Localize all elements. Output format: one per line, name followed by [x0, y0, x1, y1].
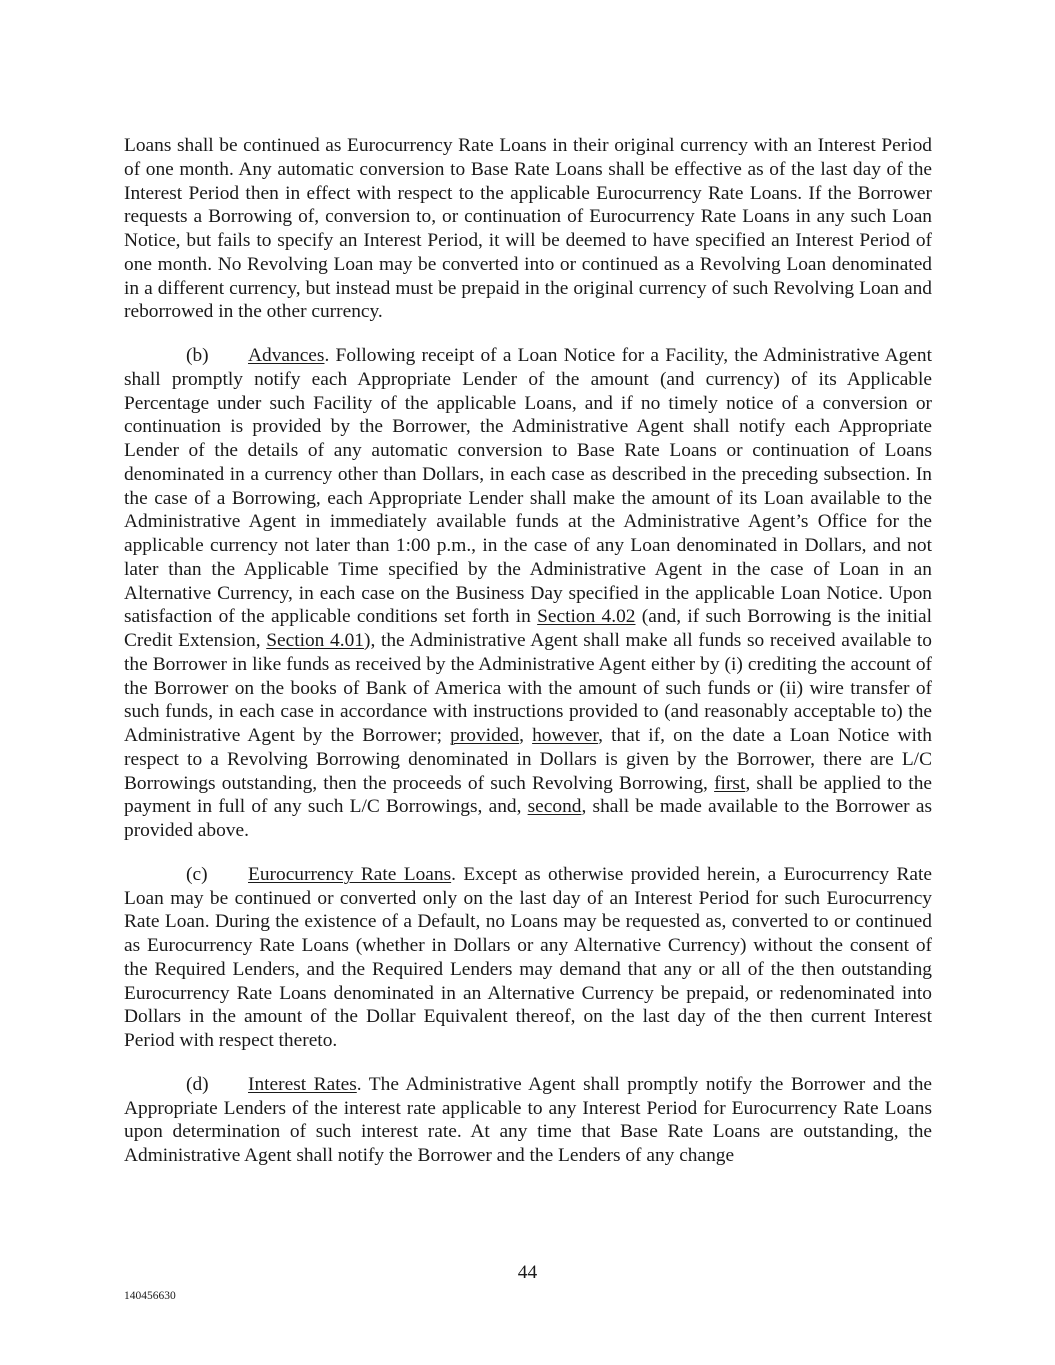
section-d-heading: Interest Rates [248, 1073, 357, 1095]
section-c-label: (c) [186, 863, 208, 885]
page-number: 44 [517, 1262, 538, 1283]
document-id: 140456630 [124, 1290, 176, 1302]
section-d-text: . The Administrative Agent shall promptly notify the Borrower and the Appropriate Lenders of the interest rate applicable to any Interest Period for Eurocurrency Rate Loans upon determination of such interest rate. At any time that Base Rate Loans are outstanding, the Administrative Agent shall notify the Borrower and the Lenders of any change [124, 1073, 932, 1166]
intro-paragraph: Loans shall be continued as Eurocurrency Rate Loans in their original currency with an Interest Period of one month. Any automatic conversion to Base Rate Loans shall be effective as of the last day of the Interest Period then in effect with respect to the applicable Eurocurrency Rate Loans. If the Borrower requests a Borrowing of, conversion to, or continuation of Eurocurrency Rate Loans in any such Loan Notice, but fails to specify an Interest Period, it will be deemed to have specified an Interest Period of one month. No Revolving Loan may be converted into or continued as a Revolving Loan denominated in a different currency, but instead must be prepaid in the original currency of such Revolving Loan and reborrowed in the other currency. [124, 135, 932, 323]
section-b-heading: Advances [248, 345, 325, 366]
section-b-text: . Following receipt of a Loan Notice for a Facility, the Administrative Agent shall promptly notify each Appropriate Lender of the amount (and currency) of its Applicable Percentage under such Facility of the applicable Loans, and if no timely notice of a conversion or continuation is provided by the Borrower, the Administrative Agent shall notify each Appropriate Lender of the details of any automatic conversion to Base Rate Loans or continuation of Loans denominated in a currency other than Dollars, in each case as described in the preceding subsection. In the case of a Borrowing, each Appropriate Lender shall make the amount of its Loan available to the Administrative Agent in immediately available funds at the Administrative Agent’s Office for the applicable currency not later than 1:00 p.m., in the case of any Loan denominated in Dollars, and not later than the Applicable Time specified by the Administrative Agent in the case of Loan in an Alternative Currency, in each case on the Business Day specified in the applicable Loan Notice. Upon satisfaction of the applicable conditions set forth in [124, 345, 932, 628]
section-4-01-reference: Section 4.01 [266, 630, 364, 651]
section-4-02-reference: Section 4.02 [537, 606, 636, 628]
section-d-label: (d) [186, 1073, 209, 1095]
section-b-text: , [519, 725, 533, 746]
section-c-paragraph [124, 863, 932, 1053]
section-b-text: , shall be made available to the Borrower as provided above. [124, 796, 932, 841]
section-b-label: (b) [186, 345, 209, 366]
first-term: first [714, 772, 746, 794]
section-b-paragraph [124, 344, 932, 843]
section-b-text: ), the Administrative Agent shall make all funds so received available to the Borrower in like funds as received by the Administrative Agent either by (i) crediting the account of the Borrower on the books of Bank of America with the amount of such funds or (ii) wire transfer of such funds, in each case in accordance with instructions provided to (and reasonably acceptable to) the Administrative Agent by the Borrower; [124, 630, 932, 746]
section-c-heading: Eurocurrency Rate Loans [248, 863, 452, 885]
section-b-text: , that if, on the date a Loan Notice with respect to a Revolving Borrowing denominated in Dollars is given by the Borrower, there are L/C Borrowings outstanding, then the proceeds of such Revolving Borrowing, [124, 725, 932, 794]
provided-term: provided [450, 725, 520, 746]
section-c-text: . Except as otherwise provided herein, a Eurocurrency Rate Loan may be continued or converted only on the last day of an Interest Period for such Eurocurrency Rate Loan. During the existence of a Default, no Loans may be requested as, converted to or continued as Eurocurrency Rate Loans (whether in Dollars or any Alternative Currency) without the consent of the Required Lenders, and the Required Lenders may demand that any or all of the then outstanding Eurocurrency Rate Loans denominated in an Alternative Currency be prepaid, or redenominated into Dollars in the amount of the Dollar Equivalent thereof, on the last day of the then current Interest Period with respect thereto. [124, 863, 932, 1051]
document-page [124, 134, 932, 1188]
section-b-text: (and, if such Borrowing is the initial Credit Extension, [124, 606, 932, 651]
section-b-text: , shall be applied to the payment in full of any such L/C Borrowings, and, [124, 772, 932, 818]
however-term: however [532, 725, 599, 746]
second-term: second [527, 796, 582, 818]
section-d-paragraph [124, 1073, 932, 1168]
